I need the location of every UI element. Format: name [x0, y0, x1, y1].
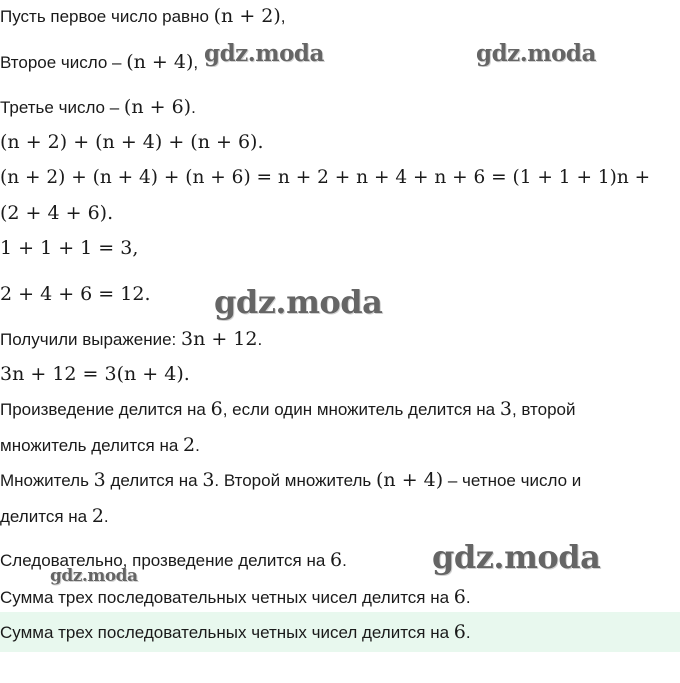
- line-factor-analysis: Множитель 3 делится на 3. Второй множитель (n + 4) – четное число и: [0, 469, 582, 491]
- watermark: gdz.moda: [50, 566, 138, 586]
- answer-text: Сумма трех последовательных четных чисел делится на 6.: [0, 621, 471, 643]
- line-sum-expansion: (n + 2) + (n + 4) + (n + 6) = n + 2 + n + 4 + n + 6 = (1 + 1 + 1)n +: [0, 167, 651, 188]
- line-factor-analysis-cont: делится на 2.: [0, 505, 109, 527]
- line-sum-expression: (n + 2) + (n + 4) + (n + 6).: [0, 131, 264, 153]
- line-divisibility-rule-cont: множитель делится на 2.: [0, 434, 200, 456]
- line-sum-continuation: (2 + 4 + 6).: [0, 202, 114, 224]
- line-second-number: Второе число – (n + 4),: [0, 51, 199, 73]
- line-statement: Сумма трех последовательных четных чисел делится на 6.: [0, 586, 471, 608]
- line-divisibility-rule: Произведение делится на 6, если один множитель делится на 3, второй: [0, 398, 576, 420]
- line-factored-expression: 3n + 12 = 3(n + 4).: [0, 363, 190, 385]
- line-third-number: Третье число – (n + 6).: [0, 96, 196, 118]
- line-result-expression: Получили выражение: 3n + 12.: [0, 328, 263, 350]
- line-constant-sum: 2 + 4 + 6 = 12.: [0, 283, 151, 305]
- line-coefficient-sum: 1 + 1 + 1 = 3,: [0, 237, 139, 259]
- line-conclusion: Следовательно, прозведение делится на 6.: [0, 549, 347, 571]
- watermark: gdz.moda: [204, 40, 324, 67]
- watermark: gdz.moda: [432, 538, 601, 576]
- line-first-number: Пусть первое число равно (n + 2),: [0, 5, 286, 27]
- watermark: gdz.moda: [214, 283, 383, 321]
- watermark: gdz.moda: [476, 40, 596, 67]
